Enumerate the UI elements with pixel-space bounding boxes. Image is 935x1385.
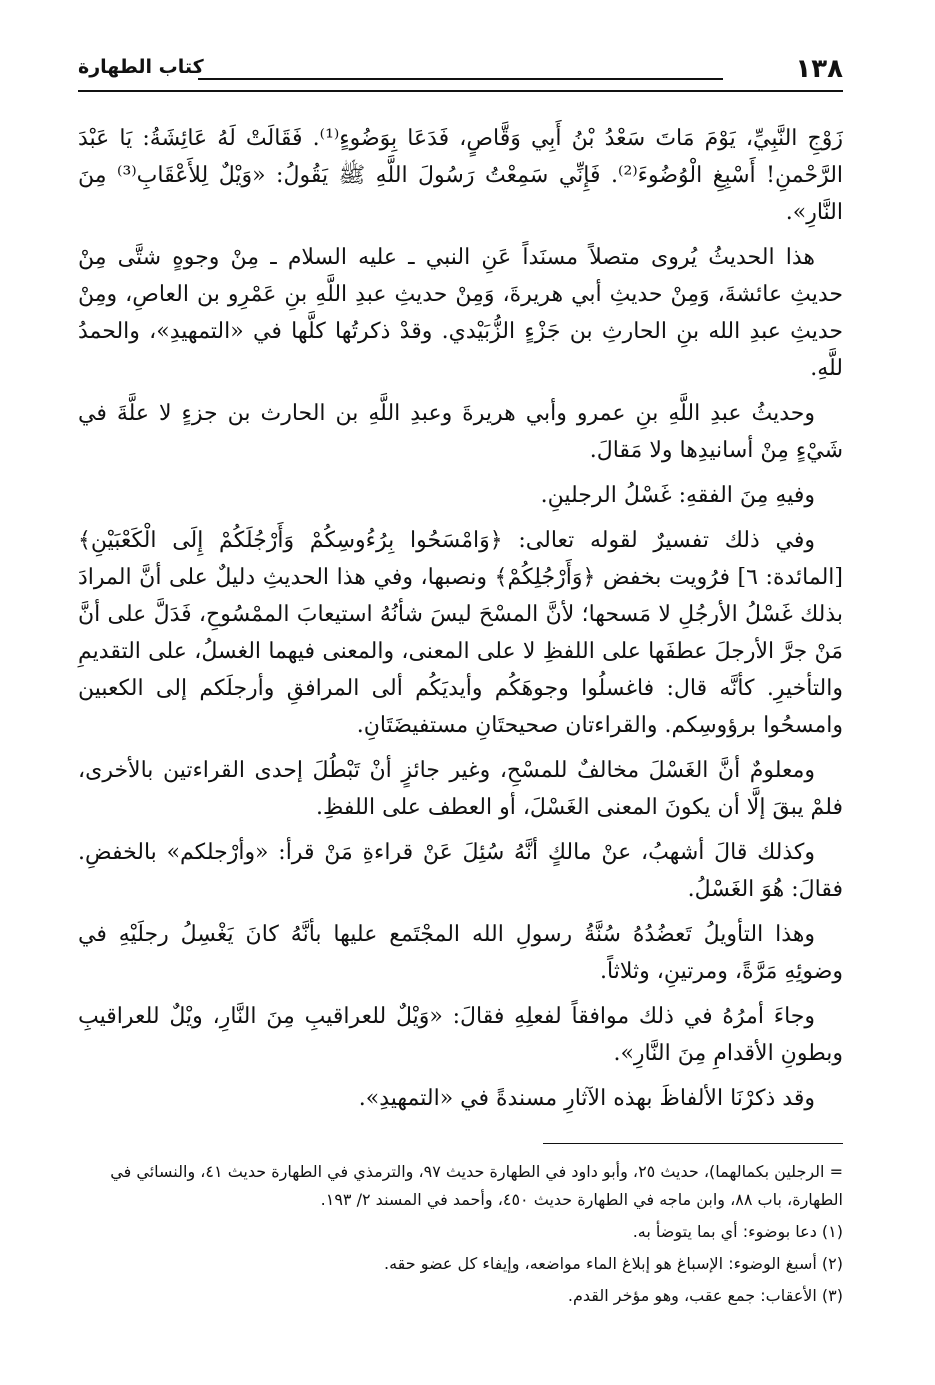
footnote: (١) دعا بوضوء: أي بما يتوضأ به. [632, 1222, 843, 1241]
footnote-separator [543, 1143, 843, 1144]
paragraph: وهذا التأويلُ تَعضُدُهُ سُنَّةُ رسولِ الله المجْتَمع عليها بأنَّهُ كانَ يَغْسِلُ رجلَيْهِ في وضوئِهِ مَرَّةً، ومرتينِ، وثلاثاً. [78, 922, 843, 984]
page-number: ١٣٨ [795, 54, 843, 84]
paragraph: زَوْجِ النَّبِيِّ، يَوْمَ مَاتَ سَعْدُ بْنُ أَبِي وَقَّاصٍ، فَدَعَا بِوَضُوءٍ⁽¹⁾. فَقَالَتْ لَهُ عَائِشَةُ: يَا عَبْدَ الرَّحْمنِ! أَسْبِغِ الْوُضُوءَ⁽²⁾. فَإِنِّي سَمِعْتُ رَسُولَ اللَّهِ ﷺ يَقُولُ: «وَيْلٌ لِلأَعْقَابِ⁽³⁾ مِنَ النَّارِ». [78, 126, 844, 225]
footnote: (٢) أسبغ الوضوء: الإسباغ هو إبلاغ الماء مواضعه، وإيفاء كل عضو حقه. [384, 1254, 843, 1273]
paragraph: هذا الحديثُ يُروى متصلاً مسنَداً عَنِ النبي ـ عليه السلام ـ مِنْ وجوهٍ شتَّى مِنْ حديثِ عائشةَ، وَمِنْ حديثِ أبي هريرةَ، وَمِنْ حديثِ عبدِ اللَّهِ بنِ عَمْرِو بن العاصِ، ومِنْ حديثِ عبدِ الله بنِ الحارثِ بن جَزْءٍ الزُّبَيْدي. وقدْ ذكرتُها كلَّها في «التمهيدِ»، والحمدُ للَّهِ. [78, 245, 843, 381]
paragraph: وقد ذكرْنَا الألفاظَ بهذه الآثارِ مسندةً في «التمهيدِ». [358, 1086, 815, 1111]
paragraph: وجاءَ أمرُهُ في ذلك موافقاً لفعلِهِ فقالَ: «وَيْلٌ للعراقيبِ مِنَ النَّارِ، ويْلٌ للعراقيبِ وبطونِ الأقدامِ مِنَ النَّارِ». [78, 1004, 843, 1066]
main-text [78, 120, 843, 1117]
book-title: كتاب الطهارة [78, 56, 204, 78]
paragraph: وفيهِ مِنَ الفقهِ: غَسْلُ الرجلينِ. [540, 483, 815, 508]
paragraph: وحديثُ عبدِ اللَّهِ بنِ عمرو وأبي هريرةَ وعبدِ اللَّهِ بن الحارث بن جزءٍ لا علَّةَ في شَيْءٍ مِنْ أسانيدِها ولا مَقالَ. [78, 401, 843, 463]
paragraph: وكذلك قالَ أشهبُ، عنْ مالكٍ أنَّهُ سُئِلَ عَنْ قراءةِ مَنْ قرأ: «وأرْجلكم» بالخفضِ. فقالَ: هُوَ الغَسْلُ. [78, 840, 843, 902]
footnote-continuation: = الرجلين بكمالهما)، حديث ٢٥، وأبو داود في الطهارة حديث ٩٧، والترمذي في الطهارة حديث ٤١، والنسائي في الطهارة، باب ٨٨، وابن ماجه في الطهارة حديث ٤٥٠، وأحمد في المسند ٢/ ١٩٣. [110, 1162, 843, 1209]
footnote: (٣) الأعقاب: جمع عقب، وهو مؤخر القدم. [567, 1286, 843, 1305]
footnotes [78, 1158, 843, 1310]
page-header [78, 50, 843, 92]
paragraph: وفي ذلك تفسيرٌ لقوله تعالى: ﴿وَامْسَحُوا بِرُءُوسِكُمْ وَأَرْجُلَكُمْ إِلَى الْكَعْبَيْنِ﴾ [المائدة: ٦] فرُويت بخفض ﴿وَأَرْجُلِكُمْ﴾ ونصبها، وفي هذا الحديثِ دليلٌ على أنَّ المرادَ بذلك غَسْلُ الأرجُلِ لا مَسحها؛ لأنَّ المسْحَ ليسَ شأنُهُ استيعابَ الممْسُوحِ، فَدَلَّ على أنَّ مَنْ جرَّ الأرجلَ عطفَها على اللفظِ لا على المعنى، والمعنى فيهما الغسلُ، على التقديمِ والتأخيرِ. كأنَّه قال: فاغسلُوا وجوهَكُم وأيديَكُم ألى المرافقِ وأرجلَكم إلى الكعبين وامسحُوا برؤوسِكم. والقراءتان صحيحتَانِ مستفيضَتَانِ. [78, 528, 843, 738]
header-rule [198, 78, 723, 80]
paragraph: ومعلومٌ أنَّ الغَسْلَ مخالفٌ للمسْحِ، وغير جائزٍ أنْ تَبْطُلَ إحدى القراءتين بالأخرى، فلمْ يبقَ إلَّا أن يكونَ المعنى الغَسْلَ، أو العطف على اللفظِ. [78, 758, 843, 820]
